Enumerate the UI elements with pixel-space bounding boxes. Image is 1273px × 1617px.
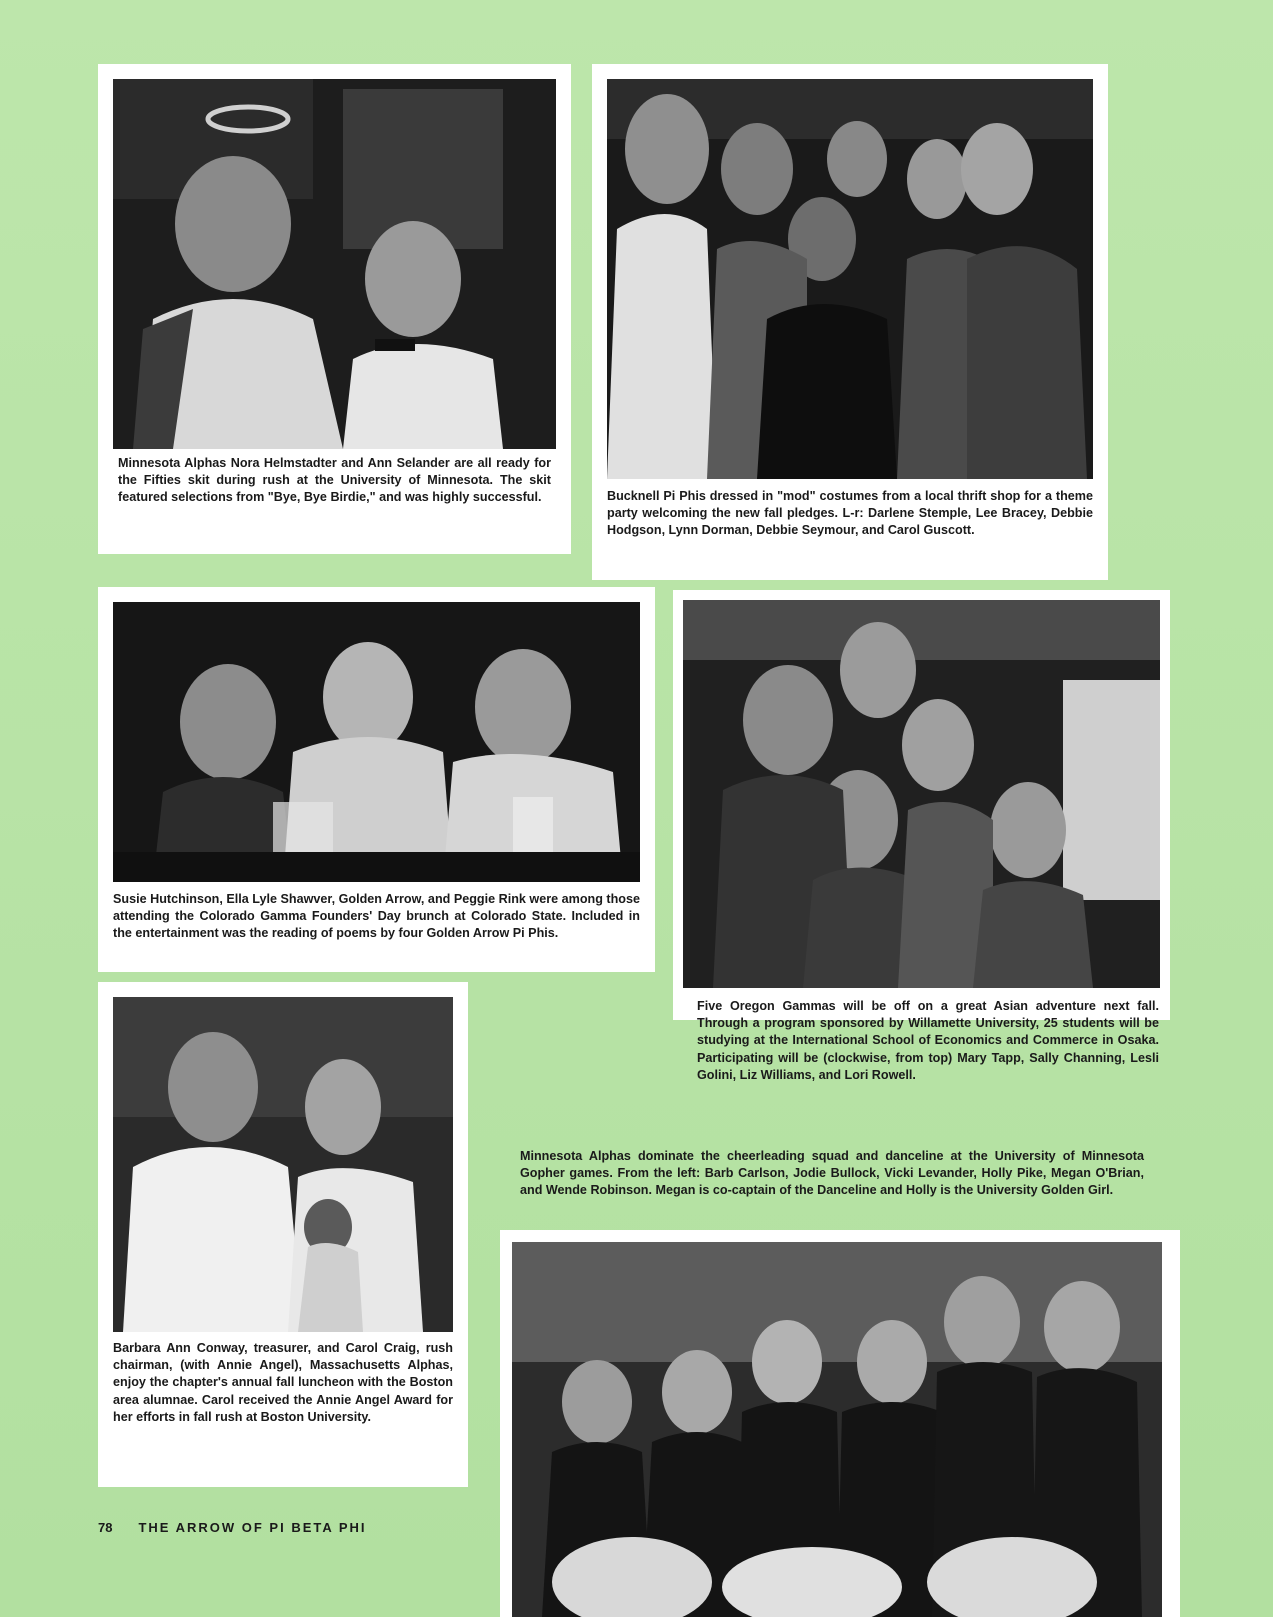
photo-card-massachusetts-alphas: [98, 982, 468, 1487]
photo-bucknell-mod: [607, 79, 1093, 479]
caption-bucknell-mod: Bucknell Pi Phis dressed in "mod" costumes from a local thrift shop for a theme party welcoming the new fall pledges. L-r: Darlene Stemple, Lee Bracey, Debbie Hodgson, Lynn Dorman, Debbie Seymour, and Carol Guscott.: [607, 489, 1093, 538]
caption-minnesota-cheer: Minnesota Alphas dominate the cheerleading squad and danceline at the University of Minnesota Gopher games. From the left: Barb Carlson, Jodie Bullock, Vicki Levander, Holly Pike, Megan O'Brian, and Wende Robinson. Megan is co-captain of the Danceline and Holly is the University Golden Girl.: [520, 1149, 1144, 1198]
caption-minnesota-fifties: Minnesota Alphas Nora Helmstadter and Ann Selander are all ready for the Fifties skit during rush at the University of Minnesota. The skit featured selections from "Bye, Bye Birdie," and was highly successful.: [118, 456, 551, 505]
publication-title: THE ARROW OF PI BETA PHI: [138, 1520, 367, 1535]
photo-card-colorado-founders: [98, 587, 655, 972]
photo-massachusetts-alphas: [113, 997, 453, 1332]
photo-minnesota-fifties: [113, 79, 556, 449]
photo-card-oregon-gammas: [673, 590, 1170, 1082]
caption-massachusetts-alphas: Barbara Ann Conway, treasurer, and Carol Craig, rush chairman, (with Annie Angel), Massachusetts Alphas, enjoy the chapter's annual fall luncheon with the Boston area alumnae. Carol received the Annie Angel Award for her efforts in fall rush at Boston University.: [113, 1341, 453, 1424]
page-footer: [98, 1520, 367, 1535]
caption-colorado-founders: Susie Hutchinson, Ella Lyle Shawver, Golden Arrow, and Peggie Rink were among those attending the Colorado Gamma Founders' Day brunch at Colorado State. Included in the entertainment was the reading of poems by four Golden Arrow Pi Phis.: [113, 892, 640, 941]
page-number: 78: [98, 1520, 113, 1535]
caption-oregon-gammas: Five Oregon Gammas will be off on a great Asian adventure next fall. Through a program sponsored by Willamette University, 25 students will be studying at the International School of Economics and Commerce in Osaka. Participating will be (clockwise, from top) Mary Tapp, Sally Channing, Lesli Golini, Liz Williams, and Lori Rowell.: [697, 999, 1159, 1082]
photo-colorado-founders: [113, 602, 640, 882]
photo-card-bucknell-mod: [592, 64, 1108, 580]
photo-card-minnesota-cheer: [500, 1230, 1180, 1617]
photo-oregon-gammas: [683, 600, 1160, 988]
photo-card-minnesota-fifties: [98, 64, 571, 554]
photo-minnesota-cheer: [512, 1242, 1162, 1617]
